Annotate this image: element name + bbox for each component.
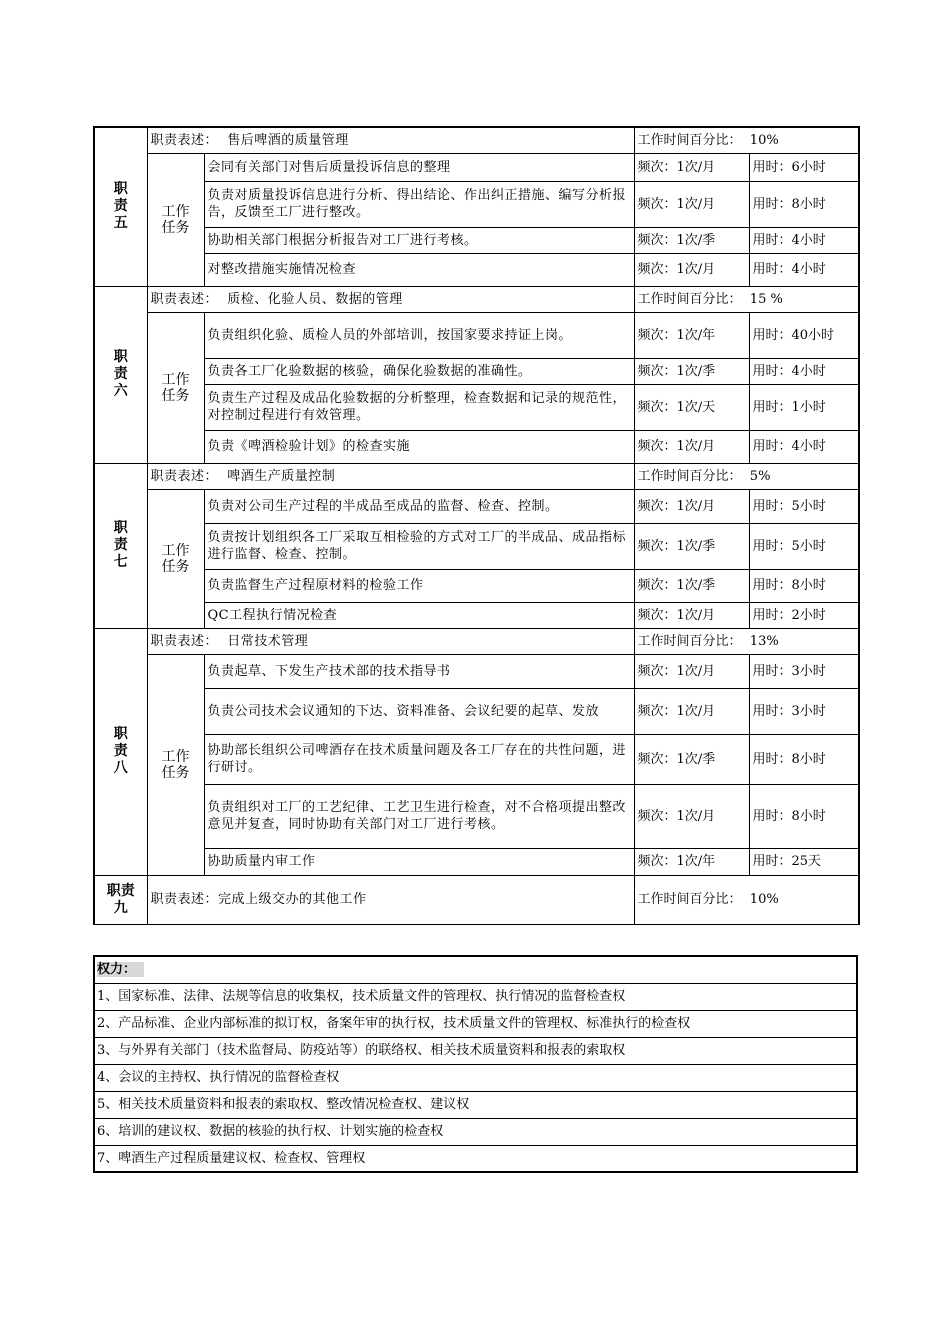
task-hours: 用时：4小时 xyxy=(749,430,859,463)
task-hours: 用时：4小时 xyxy=(749,227,859,253)
duty-time-percent xyxy=(634,286,859,312)
task-description: 负责组织化验、质检人员的外部培训，按国家要求持证上岗。 xyxy=(204,312,634,358)
task-row xyxy=(94,523,859,569)
task-frequency: 频次：1次/月 xyxy=(634,784,749,848)
duty-summary-text: 啤酒生产质量控制 xyxy=(227,468,336,484)
duty-label xyxy=(94,875,147,924)
power-item: 4、会议的主持权、执行情况的监督检查权 xyxy=(94,1064,857,1091)
duty-time-percent xyxy=(634,875,859,924)
task-row xyxy=(94,734,859,784)
duty-summary-prefix: 职责表述： xyxy=(150,468,219,484)
task-row xyxy=(94,569,859,602)
duty-label-text: 职责六 xyxy=(113,349,128,399)
task-row xyxy=(94,430,859,463)
task-hours: 用时：2小时 xyxy=(749,602,859,628)
power-row xyxy=(94,1145,857,1172)
powers-header-label: 权力： xyxy=(97,962,144,977)
power-row xyxy=(94,983,857,1010)
powers-table xyxy=(93,955,858,1173)
task-hours: 用时：5小时 xyxy=(749,523,859,569)
task-frequency: 频次：1次/月 xyxy=(634,253,749,286)
time-percent-label: 工作时间百分比： xyxy=(637,291,742,307)
task-description: 对整改措施实施情况检查 xyxy=(204,253,634,286)
duty-label-text: 职责九 xyxy=(106,882,135,916)
task-frequency: 频次：1次/月 xyxy=(634,654,749,688)
duty-summary-text: 质检、化验人员、数据的管理 xyxy=(227,291,403,307)
time-percent-value: 5% xyxy=(749,468,771,484)
time-percent-value: 13% xyxy=(749,633,779,649)
duties-body xyxy=(94,127,859,924)
task-hours: 用时：8小时 xyxy=(749,734,859,784)
task-row xyxy=(94,489,859,523)
duty-summary-row xyxy=(94,286,859,312)
duty-time-percent xyxy=(634,628,859,654)
task-group-label-text: 工作任务 xyxy=(161,542,190,575)
power-row xyxy=(94,1091,857,1118)
task-description: 会同有关部门对售后质量投诉信息的整理 xyxy=(204,153,634,181)
task-group-label-text: 工作任务 xyxy=(161,371,190,404)
time-percent-value: 10% xyxy=(749,132,779,148)
task-description: 负责公司技术会议通知的下达、资料准备、会议纪要的起草、发放 xyxy=(204,688,634,734)
power-item: 7、啤酒生产过程质量建议权、检查权、管理权 xyxy=(94,1145,857,1172)
task-row xyxy=(94,181,859,227)
power-item: 1、国家标准、法律、法规等信息的收集权，技术质量文件的管理权、执行情况的监督检查权 xyxy=(94,983,857,1010)
task-row xyxy=(94,654,859,688)
powers-header xyxy=(94,956,857,983)
duties-table xyxy=(93,126,860,925)
task-hours: 用时：5小时 xyxy=(749,489,859,523)
task-row xyxy=(94,253,859,286)
task-frequency: 频次：1次/年 xyxy=(634,312,749,358)
task-row xyxy=(94,384,859,430)
duty-summary-row xyxy=(94,463,859,489)
task-description: 负责对公司生产过程的半成品至成品的监督、检查、控制。 xyxy=(204,489,634,523)
task-row xyxy=(94,602,859,628)
task-group-label xyxy=(147,153,204,286)
power-row xyxy=(94,1064,857,1091)
duty-label-text: 职责八 xyxy=(113,726,128,776)
time-percent-value: 15 % xyxy=(749,291,783,307)
task-hours: 用时：3小时 xyxy=(749,654,859,688)
time-percent-label: 工作时间百分比： xyxy=(637,633,742,649)
duty-label-text: 职责五 xyxy=(113,181,128,232)
task-frequency: 频次：1次/季 xyxy=(634,569,749,602)
duty-summary: 职责表述：完成上级交办的其他工作 xyxy=(147,875,634,924)
task-description: 协助质量内审工作 xyxy=(204,848,634,875)
task-description: 负责《啤酒检验计划》的检查实施 xyxy=(204,430,634,463)
task-frequency: 频次：1次/月 xyxy=(634,602,749,628)
task-description: 负责对质量投诉信息进行分析、得出结论、作出纠正措施、编写分析报告，反馈至工厂进行整改。 xyxy=(204,181,634,227)
duty-time-percent xyxy=(634,463,859,489)
task-row xyxy=(94,227,859,253)
duty-label xyxy=(94,628,147,875)
task-hours: 用时：40小时 xyxy=(749,312,859,358)
task-frequency: 频次：1次/季 xyxy=(634,523,749,569)
duty-label xyxy=(94,463,147,628)
duty-summary-row xyxy=(94,628,859,654)
duty-label xyxy=(94,127,147,286)
duty-summary-row xyxy=(94,127,859,153)
task-hours: 用时：8小时 xyxy=(749,181,859,227)
time-percent-label: 工作时间百分比： xyxy=(637,132,742,148)
power-row xyxy=(94,1010,857,1037)
task-hours: 用时：3小时 xyxy=(749,688,859,734)
task-frequency: 频次：1次/季 xyxy=(634,734,749,784)
time-percent-label: 工作时间百分比： xyxy=(637,468,742,484)
task-description: 负责监督生产过程原材料的检验工作 xyxy=(204,569,634,602)
task-hours: 用时：4小时 xyxy=(749,253,859,286)
task-description: 负责按计划组织各工厂采取互相检验的方式对工厂的半成品、成品指标进行监督、检查、控制。 xyxy=(204,523,634,569)
power-item: 2、产品标准、企业内部标准的拟订权，备案年审的执行权，技术质量文件的管理权、标准执行的检查权 xyxy=(94,1010,857,1037)
powers-header-row xyxy=(94,956,857,983)
task-row xyxy=(94,312,859,358)
task-description: 负责组织对工厂的工艺纪律、工艺卫生进行检查，对不合格项提出整改意见并复查，同时协助有关部门对工厂进行考核。 xyxy=(204,784,634,848)
power-row xyxy=(94,1118,857,1145)
task-frequency: 频次：1次/月 xyxy=(634,181,749,227)
task-frequency: 频次：1次/月 xyxy=(634,489,749,523)
duty-summary-prefix: 职责表述： xyxy=(150,633,219,649)
task-hours: 用时：4小时 xyxy=(749,358,859,384)
task-description: QC工程执行情况检查 xyxy=(204,602,634,628)
duty-summary xyxy=(147,463,634,489)
task-group-label-text: 工作任务 xyxy=(161,203,190,236)
task-description: 负责生产过程及成品化验数据的分析整理，检查数据和记录的规范性，对控制过程进行有效管理。 xyxy=(204,384,634,430)
duty-time-percent xyxy=(634,127,859,153)
task-description: 协助相关部门根据分析报告对工厂进行考核。 xyxy=(204,227,634,253)
task-frequency: 频次：1次/季 xyxy=(634,227,749,253)
task-hours: 用时：25天 xyxy=(749,848,859,875)
time-percent-label: 工作时间百分比： xyxy=(637,892,742,907)
task-hours: 用时：8小时 xyxy=(749,784,859,848)
power-item: 6、培训的建议权、数据的核验的执行权、计划实施的检查权 xyxy=(94,1118,857,1145)
power-row xyxy=(94,1037,857,1064)
time-percent-value: 10% xyxy=(749,892,779,907)
task-row xyxy=(94,688,859,734)
task-row xyxy=(94,358,859,384)
task-row xyxy=(94,848,859,875)
task-frequency: 频次：1次/季 xyxy=(634,358,749,384)
task-description: 负责各工厂化验数据的核验，确保化验数据的准确性。 xyxy=(204,358,634,384)
duty-summary xyxy=(147,286,634,312)
duty-summary-text: 日常技术管理 xyxy=(227,633,309,649)
task-group-label xyxy=(147,654,204,875)
duty-label-text: 职责七 xyxy=(113,520,128,570)
duty-summary-prefix: 职责表述： xyxy=(150,291,219,307)
duty-label xyxy=(94,286,147,463)
task-description: 负责起草、下发生产技术部的技术指导书 xyxy=(204,654,634,688)
duty9-row xyxy=(94,875,859,924)
task-hours: 用时：1小时 xyxy=(749,384,859,430)
task-hours: 用时：8小时 xyxy=(749,569,859,602)
task-frequency: 频次：1次/月 xyxy=(634,688,749,734)
power-item: 3、与外界有关部门（技术监督局、防疫站等）的联络权、相关技术质量资料和报表的索取权 xyxy=(94,1037,857,1064)
task-group-label-text: 工作任务 xyxy=(161,748,190,781)
task-frequency: 频次：1次/天 xyxy=(634,384,749,430)
task-hours: 用时：6小时 xyxy=(749,153,859,181)
duty-summary xyxy=(147,628,634,654)
power-item: 5、相关技术质量资料和报表的索取权、整改情况检查权、建议权 xyxy=(94,1091,857,1118)
duty-summary xyxy=(147,127,634,153)
duty-summary-text: 售后啤酒的质量管理 xyxy=(227,132,349,148)
task-group-label xyxy=(147,312,204,463)
task-frequency: 频次：1次/月 xyxy=(634,153,749,181)
task-group-label xyxy=(147,489,204,628)
task-description: 协助部长组织公司啤酒存在技术质量问题及各工厂存在的共性问题，进行研讨。 xyxy=(204,734,634,784)
task-frequency: 频次：1次/年 xyxy=(634,848,749,875)
task-row xyxy=(94,153,859,181)
task-row xyxy=(94,784,859,848)
duty-summary-prefix: 职责表述： xyxy=(150,132,219,148)
task-frequency: 频次：1次/月 xyxy=(634,430,749,463)
